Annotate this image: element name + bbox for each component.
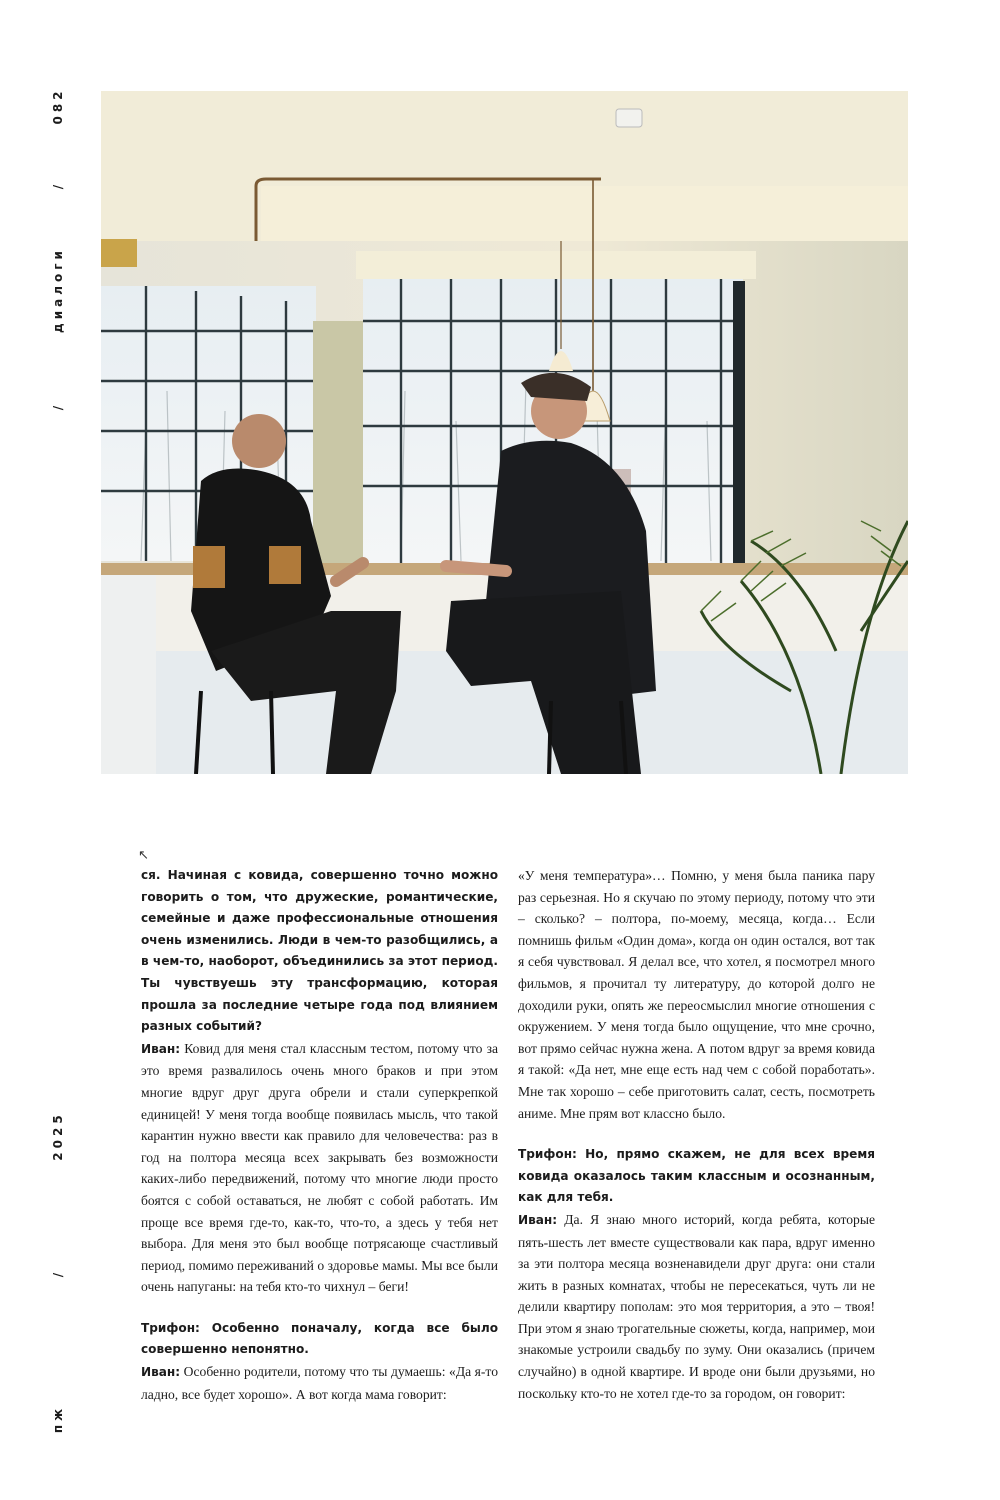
speaker-name: Иван: <box>141 1041 181 1056</box>
answer-text: Да. Я знаю много историй, когда ребята, которые пять-шесть лет вместе существовали как пара, вдруг именно за эти полтора месяца возненавидели друг друга: они стали жить в разных комнатах, чтобы не пересекаться, чуть ли не делили квартиру пополам: это моя территория, а это – твоя! При этом я знаю трогательные сюжеты, когда, например, мои знакомые устроили свадьбу по зуму. Они оказались (причем случайно) в одной квартире. И вроде они были друзьями, но поскольку кто-то не хотел где-то за городом, он говорит: <box>518 1211 875 1401</box>
question-text: ся. Начиная с ковида, совершенно точно можно говорить о том, что дружеские, романтические, семейные и даже профессиональные отношения очень изменились. Люди в чем-то разобщились, а в чем-то, наоборот, объединились за этот период. Ты чувствуешь эту трансформацию, которая прошла за последние четыре года под влиянием разных событий? <box>141 868 498 1034</box>
magazine-title: пж <box>51 1404 65 1434</box>
answer-paragraph <box>518 1209 875 1404</box>
answer-paragraph <box>141 1038 498 1298</box>
question-text: Трифон: Особенно поначалу, когда все было совершенно непонятно. <box>141 1320 498 1357</box>
margin-separator: / <box>51 1268 65 1278</box>
body-paragraph: «У меня температура»… Помню, у меня была паника пару раз серьезная. Но я скучаю по этому периоду, потому что эти – сколько? – полтора, по-моему, месяца, когда… Если помнишь фильм «Один дома», когда он один остался, вот так я себя чувствовал. Я делал все, что хотел, я посмотрел много фильмов, я прочитал ту литературу, до которой долго не доходили руки, опять же переосмыслил многие отношения с окружением. У меня тогда было ощущение, что мне срочно, вот прямо сейчас нужна жена. А потом вдруг за время ковида я такой: «Да нет, мне еще есть над чем с собой поработать». Мне так хорошо – себе приготовить салат, сесть, посмотреть аниме. Мне прям вот классно было. <box>518 868 876 1121</box>
speaker-name: Иван: <box>141 1365 181 1380</box>
page-number: 082 <box>51 87 65 125</box>
margin-separator: / <box>51 180 65 190</box>
section-title: диалоги <box>51 247 65 333</box>
answer-paragraph <box>141 1361 498 1405</box>
answer-text: Ковид для меня стал классным тестом, потому что за это время развалилось очень много браков и при этом многие вдруг друг друга обрели и стали суперкрепкой единицей! У меня тогда вообще появилась мысль, что такой карантин нужно ввести как правило для человечества: раз в год на полтора месяца всех закрывать без возможности каких-либо передвижений, потому что многие люди просто боятся с собой оставаться, не любят с собой работать. Им проще все время где-то, как-то, что-то, а здесь у тебя нет выбора. Для меня это был вообще потрясающе счастливый период, помимо переживаний о здоровье мамы. Мы все были очень напуганы: на тебя кто-то чихнул – беги! <box>141 1040 498 1295</box>
issue-year: 2025 <box>51 1111 65 1161</box>
question-text: Трифон: Но, прямо скажем, не для всех время ковида оказалось таким классным и осознанным, как для тебя. <box>518 1147 875 1205</box>
arrow-up-left-icon: ↖ <box>138 848 149 863</box>
speaker-name: Иван: <box>518 1212 558 1227</box>
margin-separator: / <box>51 401 65 411</box>
answer-text: Особенно родители, потому что ты думаешь: «Да я-то ладно, все будет хорошо». А вот когда мама говорит: <box>141 1364 498 1402</box>
article-column-left <box>141 865 498 1405</box>
photograph-icon <box>101 91 908 774</box>
interview-photo <box>101 91 908 774</box>
article-column-right <box>518 865 875 1404</box>
